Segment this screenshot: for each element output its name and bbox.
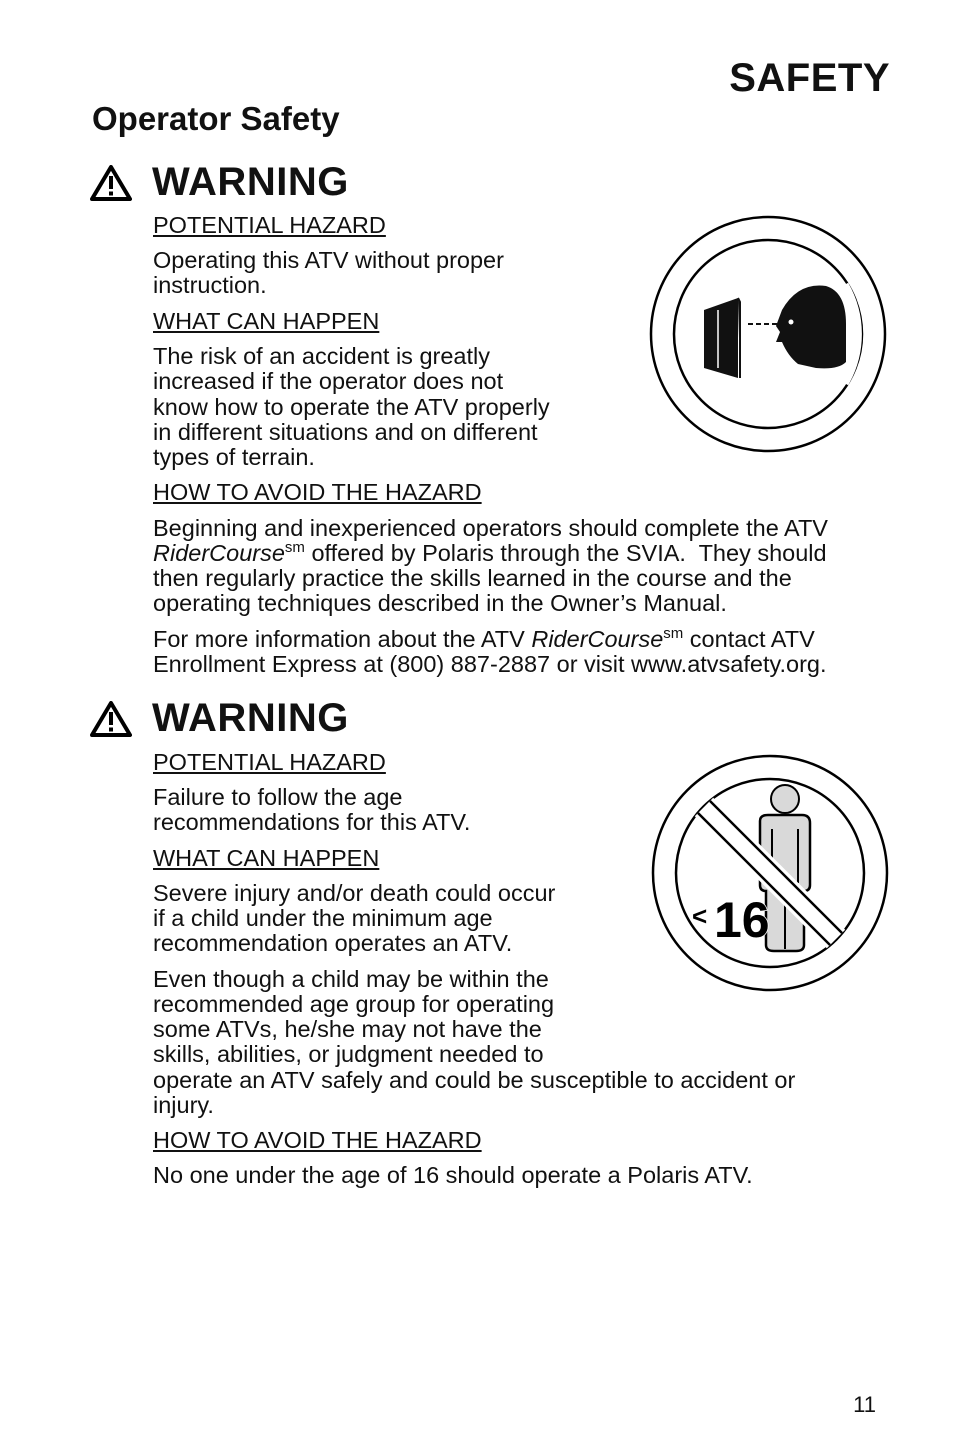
- text-line: Failure to follow the age: [153, 784, 403, 810]
- text-line: operate an ATV safely and could be susceptible to accident or: [153, 1067, 796, 1093]
- warning-heading: [90, 696, 349, 741]
- text-line: in different situations and on different: [153, 419, 538, 445]
- text-line: [153, 541, 827, 566]
- text-line: Even though a child may be within the: [153, 966, 549, 992]
- text-line: then regularly practice the skills learned in the course and the: [153, 565, 792, 591]
- text-line: recommended age group for operating: [153, 991, 555, 1017]
- text-line: know how to operate the ATV properly: [153, 394, 550, 420]
- service-mark: sm: [663, 625, 684, 642]
- warning-heading: [90, 160, 349, 205]
- text-line: some ATVs, he/she may not have the: [153, 1016, 542, 1042]
- text-line: skills, abilities, or judgment needed to: [153, 1041, 544, 1067]
- text-line: types of terrain.: [153, 444, 315, 470]
- text-line: [153, 627, 815, 652]
- page-number: 11: [853, 1392, 876, 1417]
- what-can-happen-heading: WHAT CAN HAPPEN: [153, 845, 380, 871]
- read-manual-icon: [648, 214, 888, 454]
- text-line: Severe injury and/or death could occur: [153, 880, 556, 906]
- text-line: The risk of an accident is greatly: [153, 343, 490, 369]
- text-line: Operating this ATV without proper: [153, 247, 504, 273]
- age-label: 16: [714, 892, 770, 948]
- service-mark: sm: [284, 539, 305, 556]
- how-to-avoid-heading: HOW TO AVOID THE HAZARD: [153, 1127, 482, 1153]
- text-segment: offered by Polaris through the SVIA. They should: [304, 540, 827, 566]
- text-line: injury.: [153, 1092, 214, 1118]
- warning-triangle-icon: [90, 701, 132, 737]
- text-line: Beginning and inexperienced operators should complete the ATV: [153, 515, 828, 541]
- warning-triangle-icon: [90, 165, 132, 201]
- text-segment: For more information about the ATV: [153, 626, 532, 652]
- no-under-16-icon: [650, 753, 890, 993]
- text-line: No one under the age of 16 should operate a Polaris ATV.: [153, 1162, 753, 1188]
- text-line: increased if the operator does not: [153, 368, 504, 394]
- what-can-happen-heading: WHAT CAN HAPPEN: [153, 308, 380, 334]
- text-line: instruction.: [153, 272, 267, 298]
- text-line: recommendation operates an ATV.: [153, 930, 513, 956]
- warning-label: WARNING: [152, 696, 349, 740]
- text-line: if a child under the minimum age: [153, 905, 493, 931]
- potential-hazard-heading: POTENTIAL HAZARD: [153, 749, 386, 775]
- course-name: RiderCourse: [153, 540, 285, 566]
- text-line: operating techniques described in the Owner’s Manual.: [153, 590, 727, 616]
- section-title: SAFETY: [729, 56, 890, 100]
- potential-hazard-heading: POTENTIAL HAZARD: [153, 212, 386, 238]
- course-name: RiderCourse: [531, 626, 664, 652]
- subsection-title: Operator Safety: [92, 100, 340, 137]
- text-line: Enrollment Express at (800) 887-2887 or visit www.atvsafety.org.: [153, 651, 827, 677]
- how-to-avoid-heading: HOW TO AVOID THE HAZARD: [153, 479, 482, 505]
- text-line: recommendations for this ATV.: [153, 809, 471, 835]
- text-segment: contact ATV: [683, 626, 815, 652]
- less-than-label: <: [692, 901, 708, 931]
- warning-label: WARNING: [152, 160, 349, 204]
